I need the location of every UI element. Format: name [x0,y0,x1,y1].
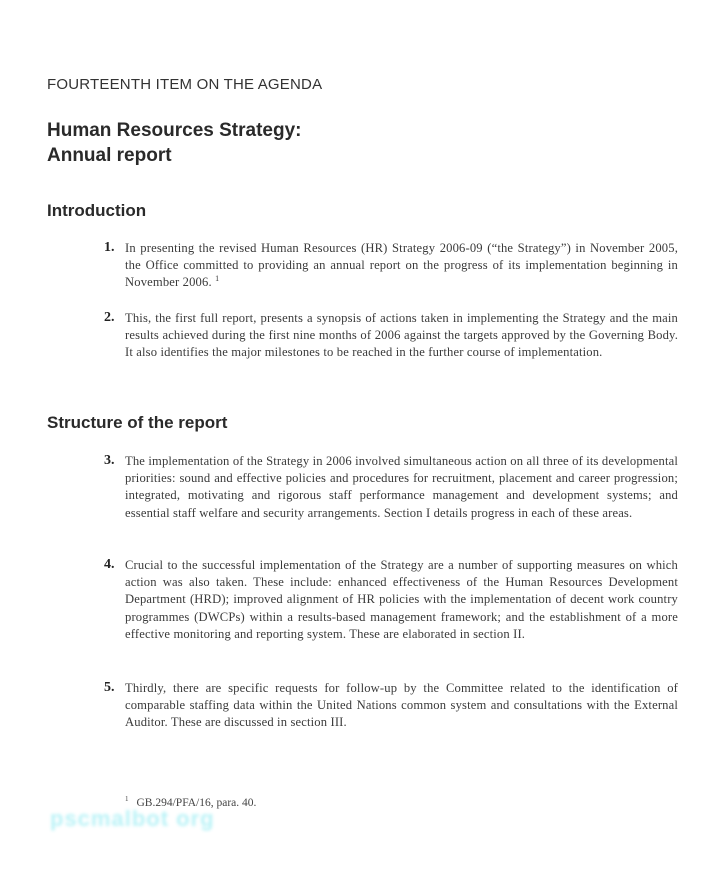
paragraph-5 [104,680,678,732]
paragraph-text [125,240,678,292]
paragraph-number: 5. [104,680,115,695]
paragraph-text: Thirdly, there are specific requests for follow-up by the Committee related to the identification of comparable staffing data within the United Nations common system and consultations with the External Auditor. These are discussed in section III. [125,681,678,730]
footnote-reference[interactable]: 1 [215,274,220,284]
document-title [47,118,301,168]
paragraph-text: The implementation of the Strategy in 2006 involved simultaneous action on all three of its developmental priorities: sound and effective policies and procedures for recruitment, placement and career progression; integrated, motivating and rigorous staff performance management and development systems; and essential staff welfare and security arrangements. Section I details progress in each of these areas. [125,454,678,520]
paragraph-3 [104,453,678,522]
footnote-marker: 1 [125,795,129,803]
section-heading-structure: Structure of the report [47,413,228,432]
section-heading-introduction: Introduction [47,201,147,220]
title-line-1: Human Resources Strategy: [47,120,302,141]
paragraph-1 [104,240,678,292]
agenda-item: FOURTEENTH ITEM ON THE AGENDA [47,76,323,93]
title-line-2: Annual report [47,145,172,166]
footnote-text: GB.294/PFA/16, para. 40. [136,796,257,809]
paragraph-number: 1. [104,240,115,255]
paragraph-number: 3. [104,453,115,468]
paragraph-2 [104,310,678,362]
paragraph-body: In presenting the revised Human Resources (HR) Strategy 2006-09 (“the Strategy”) in November 2005, the Office committed to providing an annual report on the progress of its implementation beginning in November 2006. [125,241,678,290]
paragraph-text: Crucial to the successful implementation of the Strategy are a number of supporting measures on which action was also taken. These include: enhanced effectiveness of the Human Resources Development Department (HRD); improved alignment of HR policies with the implementation of decent work country programmes (DWCPs) within a results-based management framework; and the establishment of a more effective monitoring and reporting system. These are elaborated in section II. [125,558,678,641]
paragraph-number: 2. [104,310,115,325]
paragraph-number: 4. [104,557,115,572]
paragraph-text: This, the first full report, presents a synopsis of actions taken in implementing the Strategy and the main results achieved during the first nine months of 2006 against the targets approved by the Governing Body. It also identifies the major milestones to be reached in the further course of implementation. [125,311,678,360]
paragraph-4 [104,557,678,643]
watermark: pscmalbot org [50,806,215,831]
